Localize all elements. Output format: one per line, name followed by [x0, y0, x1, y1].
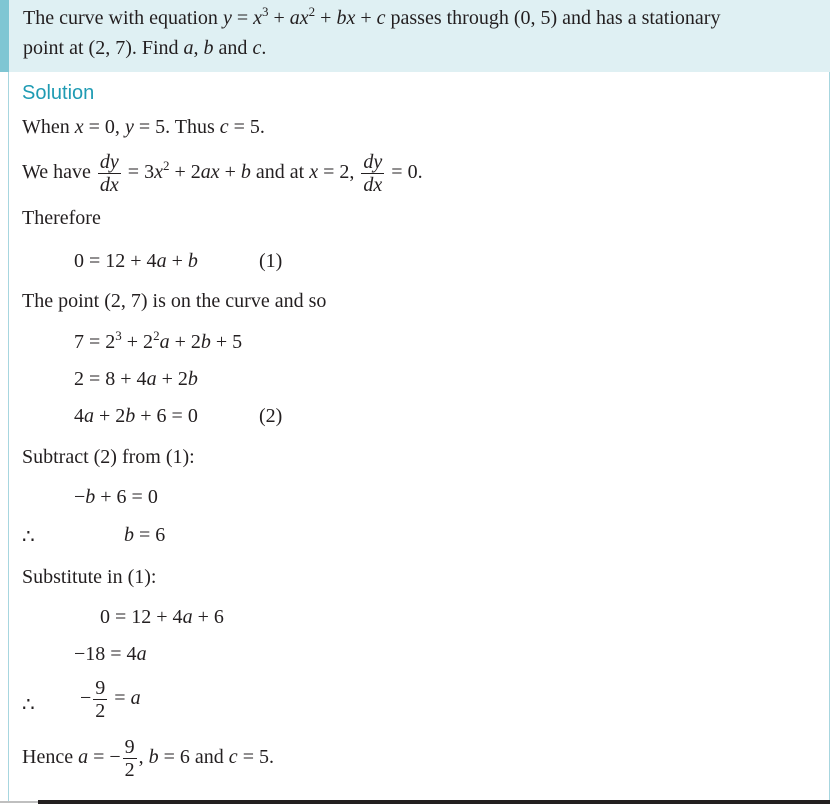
- var-a: a: [146, 368, 157, 390]
- denominator: dx: [99, 174, 119, 196]
- var-b: b: [85, 486, 96, 508]
- solution-final-answer: [22, 736, 274, 781]
- numerator: dy: [99, 151, 119, 173]
- equation-number-2: (2): [259, 405, 283, 427]
- fraction-9-2: [123, 736, 137, 781]
- text: = 2,: [318, 161, 360, 184]
- solution-heading: Solution: [22, 82, 95, 104]
- text: .: [261, 37, 267, 59]
- text: =: [109, 687, 131, 710]
- text: +: [166, 250, 188, 272]
- solution-line-therefore: Therefore: [22, 207, 101, 229]
- equation-1: [74, 250, 198, 273]
- equation-5: [74, 486, 158, 509]
- text: + 6 = 0: [135, 405, 198, 427]
- denominator: dx: [363, 174, 383, 196]
- var-y: y: [222, 7, 232, 29]
- text: = 6: [134, 524, 166, 546]
- var-a: a: [183, 37, 194, 59]
- text: + 6: [192, 606, 224, 628]
- text: + 2: [121, 331, 154, 353]
- var-b: b: [124, 524, 134, 546]
- var-y: y: [124, 116, 134, 138]
- solution-line-1: [22, 116, 265, 139]
- text: + 2: [156, 368, 188, 390]
- var-b: b: [200, 331, 211, 353]
- fraction-dy-dx: [361, 151, 384, 196]
- question-line-2: [23, 37, 266, 60]
- text: 4: [74, 405, 84, 427]
- equation-8: [74, 643, 147, 666]
- text: +: [355, 7, 377, 29]
- text: −: [80, 687, 92, 710]
- text: =: [231, 7, 254, 29]
- fraction-9-2: [93, 677, 107, 722]
- text: We have: [22, 161, 96, 184]
- text: = 5. Thus: [133, 116, 220, 138]
- text: = 0.: [386, 161, 423, 184]
- var-a: a: [78, 746, 89, 769]
- numerator: dy: [363, 151, 383, 173]
- denominator: 2: [124, 759, 135, 781]
- var-b: b: [240, 161, 251, 184]
- question-box: [0, 0, 830, 72]
- numerator: 9: [95, 677, 106, 699]
- denominator: 2: [95, 700, 106, 722]
- var-b: b: [336, 7, 347, 29]
- equation-7: [100, 606, 224, 629]
- text: ,: [193, 37, 204, 59]
- solution-line-point: The point (2, 7) is on the curve and so: [22, 290, 327, 312]
- solution-line-2: [22, 151, 423, 196]
- equation-3: [74, 368, 198, 391]
- numerator: 9: [124, 736, 135, 758]
- text: and at: [250, 161, 310, 184]
- text: = 0,: [83, 116, 125, 138]
- text: point at (2, 7). Find: [23, 37, 184, 59]
- var-x: x: [346, 7, 356, 29]
- var-x: x: [299, 7, 309, 29]
- var-x: x: [74, 116, 84, 138]
- bottom-rule-light: [0, 801, 38, 803]
- text: + 5: [210, 331, 243, 353]
- equation-6: [124, 524, 165, 547]
- var-b: b: [187, 368, 198, 390]
- var-a: a: [159, 331, 170, 353]
- var-b: b: [148, 746, 159, 769]
- var-a: a: [289, 7, 300, 29]
- equation-2: [74, 328, 243, 354]
- bottom-rule: [38, 800, 830, 804]
- var-x: x: [210, 161, 220, 184]
- text: + 2: [94, 405, 126, 427]
- text: 0 = 12 + 4: [74, 250, 157, 272]
- var-c: c: [228, 746, 238, 769]
- text: passes through (0, 5) and has a stationary: [385, 7, 721, 29]
- text: 2 = 8 + 4: [74, 368, 147, 390]
- text: +: [315, 7, 337, 29]
- text: When: [22, 116, 75, 138]
- exponent: 2: [308, 4, 316, 19]
- text: + 2: [169, 331, 201, 353]
- var-b: b: [187, 250, 198, 272]
- text: + 6 = 0: [95, 486, 158, 508]
- text: = 5.: [237, 746, 274, 769]
- text: The curve with equation: [23, 7, 223, 29]
- equation-number-1: (1): [259, 250, 283, 272]
- var-a: a: [200, 161, 211, 184]
- text: = 5.: [228, 116, 265, 138]
- var-c: c: [219, 116, 229, 138]
- text: ,: [138, 746, 149, 769]
- text: Hence: [22, 746, 79, 769]
- text: 7 = 2: [74, 331, 116, 353]
- var-a: a: [182, 606, 193, 628]
- text: −: [74, 486, 86, 508]
- var-a: a: [84, 405, 94, 427]
- var-a: a: [136, 643, 147, 665]
- solution-line-subtract: Subtract (2) from (1):: [22, 446, 195, 468]
- text: and: [213, 37, 253, 59]
- var-c: c: [376, 7, 386, 29]
- question-line-1: [23, 4, 721, 30]
- exponent: 2: [153, 328, 160, 343]
- exponent: 3: [115, 328, 122, 343]
- equation-9: [80, 677, 141, 722]
- var-x: x: [154, 161, 163, 184]
- var-a: a: [130, 687, 141, 710]
- therefore-symbol: ∴: [22, 694, 35, 716]
- text: + 2: [169, 161, 201, 184]
- fraction-dy-dx: [98, 151, 121, 196]
- text: = −: [88, 746, 121, 769]
- exponent: 2: [162, 158, 170, 174]
- var-x: x: [253, 7, 262, 29]
- text: −18 = 4: [74, 643, 137, 665]
- text: 0 = 12 + 4: [100, 606, 183, 628]
- var-c: c: [252, 37, 262, 59]
- var-b: b: [125, 405, 136, 427]
- solution-line-substitute: Substitute in (1):: [22, 566, 157, 588]
- exponent: 3: [262, 4, 269, 19]
- text: = 6 and: [158, 746, 229, 769]
- var-a: a: [156, 250, 167, 272]
- var-b: b: [203, 37, 214, 59]
- therefore-symbol: ∴: [22, 526, 35, 548]
- text: +: [219, 161, 241, 184]
- equation-4: [74, 405, 198, 428]
- text: = 3: [122, 161, 155, 184]
- text: +: [268, 7, 290, 29]
- var-x: x: [309, 161, 319, 184]
